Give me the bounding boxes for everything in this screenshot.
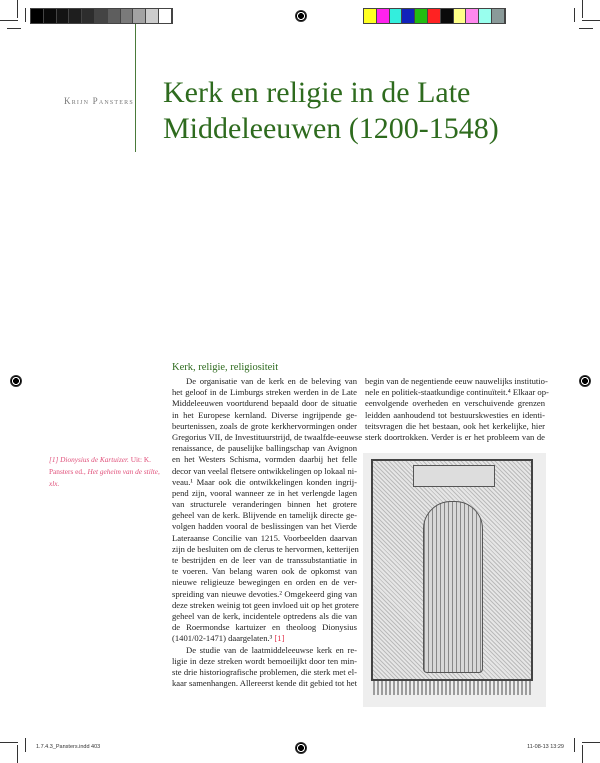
body-text-line: eenvolgende overheden en verschuivende grenzen [365, 398, 545, 409]
body-text-line [172, 521, 357, 532]
author-name: Krijn Pansters [64, 96, 134, 106]
body-text-line [172, 410, 357, 421]
text: nieuwe religieuze bewegingen en orden en de ver- [172, 577, 357, 588]
body-text-line [172, 667, 357, 678]
body-text-line [172, 656, 357, 667]
body-text-line [172, 544, 357, 555]
body-column-left [172, 376, 363, 689]
text: het geloof in de Limburgs streken werden in de Late [172, 387, 357, 398]
saint-figure [423, 501, 483, 673]
registration-mark-icon [579, 375, 591, 387]
gray-swatch [31, 9, 44, 23]
slug-date: 11-08-13 13:29 [527, 744, 564, 750]
body-text-line [172, 678, 357, 689]
side-note-text: Uit: K. Pansters ed., [49, 455, 151, 476]
text: pend zijn, vooral wanneer ze in het verlengde lagen [172, 487, 357, 498]
crop-mark [25, 738, 26, 752]
gray-swatch [57, 9, 70, 23]
body-text-line [172, 622, 357, 633]
body-text-line [172, 600, 357, 611]
body-text-line [172, 633, 357, 644]
color-swatch [466, 9, 479, 23]
page-title [163, 75, 499, 147]
grayscale-bar [30, 8, 173, 24]
body-column-right [365, 376, 549, 443]
title-rule [135, 24, 136, 152]
body-text-line [172, 577, 357, 588]
body-text-line [172, 510, 357, 521]
body-text-line [172, 611, 357, 622]
gray-swatch [82, 9, 95, 23]
crop-mark [582, 745, 583, 763]
title-line: Middeleeuwen (1200-1548) [163, 112, 499, 145]
gray-swatch [146, 9, 159, 23]
body-text-line: teitsvragen die het bestaan, ook het kerkelijke, hier [365, 420, 545, 431]
gray-swatch [159, 9, 172, 23]
body-text-line [172, 566, 357, 577]
text: kaar samenhangen. Allereerst kende dit gebied tot het [172, 678, 357, 689]
crop-mark [582, 742, 600, 743]
text: Lateraanse Concilie van 1215. Voorbeelden daarvan [172, 532, 357, 543]
gray-swatch [69, 9, 82, 23]
registration-mark-icon [10, 375, 22, 387]
color-swatch [402, 9, 415, 23]
gray-swatch [133, 9, 146, 23]
title-line: Kerk en religie in de Late [163, 76, 471, 109]
body-text-line: leidden aanhoudend tot bestuurskwesties en identi- [365, 409, 545, 420]
text: in het Europese kernland. Diverse ingrijpende ge- [172, 409, 357, 420]
body-text-line [172, 421, 357, 432]
body-text-line: nele en politiek-staatkundige continuïteit.⁴ Elkaar op- [365, 387, 549, 398]
gray-swatch [95, 9, 108, 23]
text: volgen hadden vooral de beslissingen van het Vierde [172, 521, 357, 532]
text: ligie in deze streken wordt bemoeilijkt door ten min- [172, 655, 357, 666]
side-note-text: Dionysius de Kartuizer. [60, 455, 129, 464]
slug-filename: 1.7.4.3_Pansters.indd 403 [36, 744, 101, 750]
body-text-line [172, 555, 357, 566]
section-heading: Kerk, religie, religiositeit [172, 362, 279, 373]
crop-mark [582, 0, 583, 18]
crop-mark [0, 742, 18, 743]
text: van structurele veranderingen binnen het grotere [172, 499, 357, 510]
body-text-line: begin van de negentiende eeuw nauwelijks institutio- [365, 376, 548, 386]
text: Middeleeuwen voortdurend bepaald door de situatie [172, 398, 357, 409]
side-note-marker[interactable]: [1] [49, 455, 59, 464]
body-text-line [172, 499, 357, 510]
text: en het Westers Schisma, vormden daarbij het felle [172, 454, 357, 465]
text: spreiding van nieuwe devoties.² Omgekeerd ging van [172, 588, 357, 599]
body-text-line [172, 488, 357, 499]
color-swatch [479, 9, 492, 23]
color-bar [363, 8, 506, 24]
registration-mark-icon [295, 10, 307, 22]
text: veau.¹ Maar ook die ontwikkelingen konden ingrij- [172, 476, 357, 487]
body-text-line [172, 645, 357, 656]
crop-mark [25, 8, 26, 22]
gray-swatch [108, 9, 121, 23]
text: deze streken weinig tot geen invloed uit op het grotere [172, 599, 359, 610]
inscription-plate [413, 465, 495, 487]
color-swatch [364, 9, 377, 23]
body-text-line [172, 454, 357, 465]
body-text-line [172, 431, 363, 443]
footnote-link[interactable]: [1] [274, 633, 285, 644]
registration-mark-icon [295, 742, 307, 754]
crop-mark [579, 28, 593, 29]
color-swatch [492, 9, 505, 23]
text: geheel van de kerk, incidentele optredens als die van [172, 610, 357, 621]
text: ste drie historiografische problemen, die sterk met el- [172, 666, 357, 677]
crop-mark [17, 0, 18, 18]
side-note [49, 454, 161, 490]
crop-mark [0, 20, 18, 21]
body-text-line [172, 398, 357, 409]
gray-swatch [44, 9, 57, 23]
text: De studie van de laatmiddeleeuwse kerk en re- [186, 644, 357, 655]
woodcut-inscription [373, 681, 531, 695]
body-text-line [172, 466, 357, 477]
text: de Roermondse kartuizer en theoloog Dionysius [172, 622, 357, 633]
text: beurtenissen, zoals de grote kerkhervormingen onder [172, 420, 357, 431]
color-swatch [415, 9, 428, 23]
body-text-line [172, 387, 357, 398]
body-text-line [172, 533, 357, 544]
text: zijn de besluiten om de clerus te hervormen, ketterijen [172, 543, 359, 554]
body-text-line [172, 376, 357, 387]
crop-mark [574, 738, 575, 752]
body-text-line [172, 443, 357, 454]
text: Gregorius VII, de Investituurstrijd, de twaalfde-eeuwse [172, 431, 363, 442]
figure-woodcut-dionysius [363, 453, 546, 707]
crop-mark [582, 20, 600, 21]
color-swatch [428, 9, 441, 23]
text: decor van veelal fletsere ontwikkelingen op lokaal ni- [172, 465, 357, 476]
crop-mark [574, 8, 575, 22]
color-swatch [441, 9, 454, 23]
text: renaissance, de pauselijke ballingschap van Avignon [172, 443, 357, 454]
body-text-line [172, 589, 357, 600]
text: De organisatie van de kerk en de beleving van [186, 376, 357, 386]
text: te bestrijden en de leer van de transsubstantiatie in [172, 555, 357, 565]
gray-swatch [121, 9, 134, 23]
crop-mark [7, 28, 21, 29]
side-note-text: Het geheim van de stilte, xlx. [49, 467, 160, 488]
color-swatch [377, 9, 390, 23]
text: te voeren. Van belang waren ook de opkomst van [172, 566, 357, 577]
crop-mark [17, 745, 18, 763]
text: (1401/02-1471) daargelaten.³ [172, 633, 273, 644]
woodcut-image [371, 459, 533, 681]
body-text-line: sterk doortrokken. Verder is er het probleem van de [365, 431, 545, 442]
text: geheel van de kerk. Blijvende en tamelijk directe ge- [172, 510, 357, 521]
color-swatch [454, 9, 467, 23]
color-swatch [390, 9, 403, 23]
body-text-line [172, 477, 357, 488]
